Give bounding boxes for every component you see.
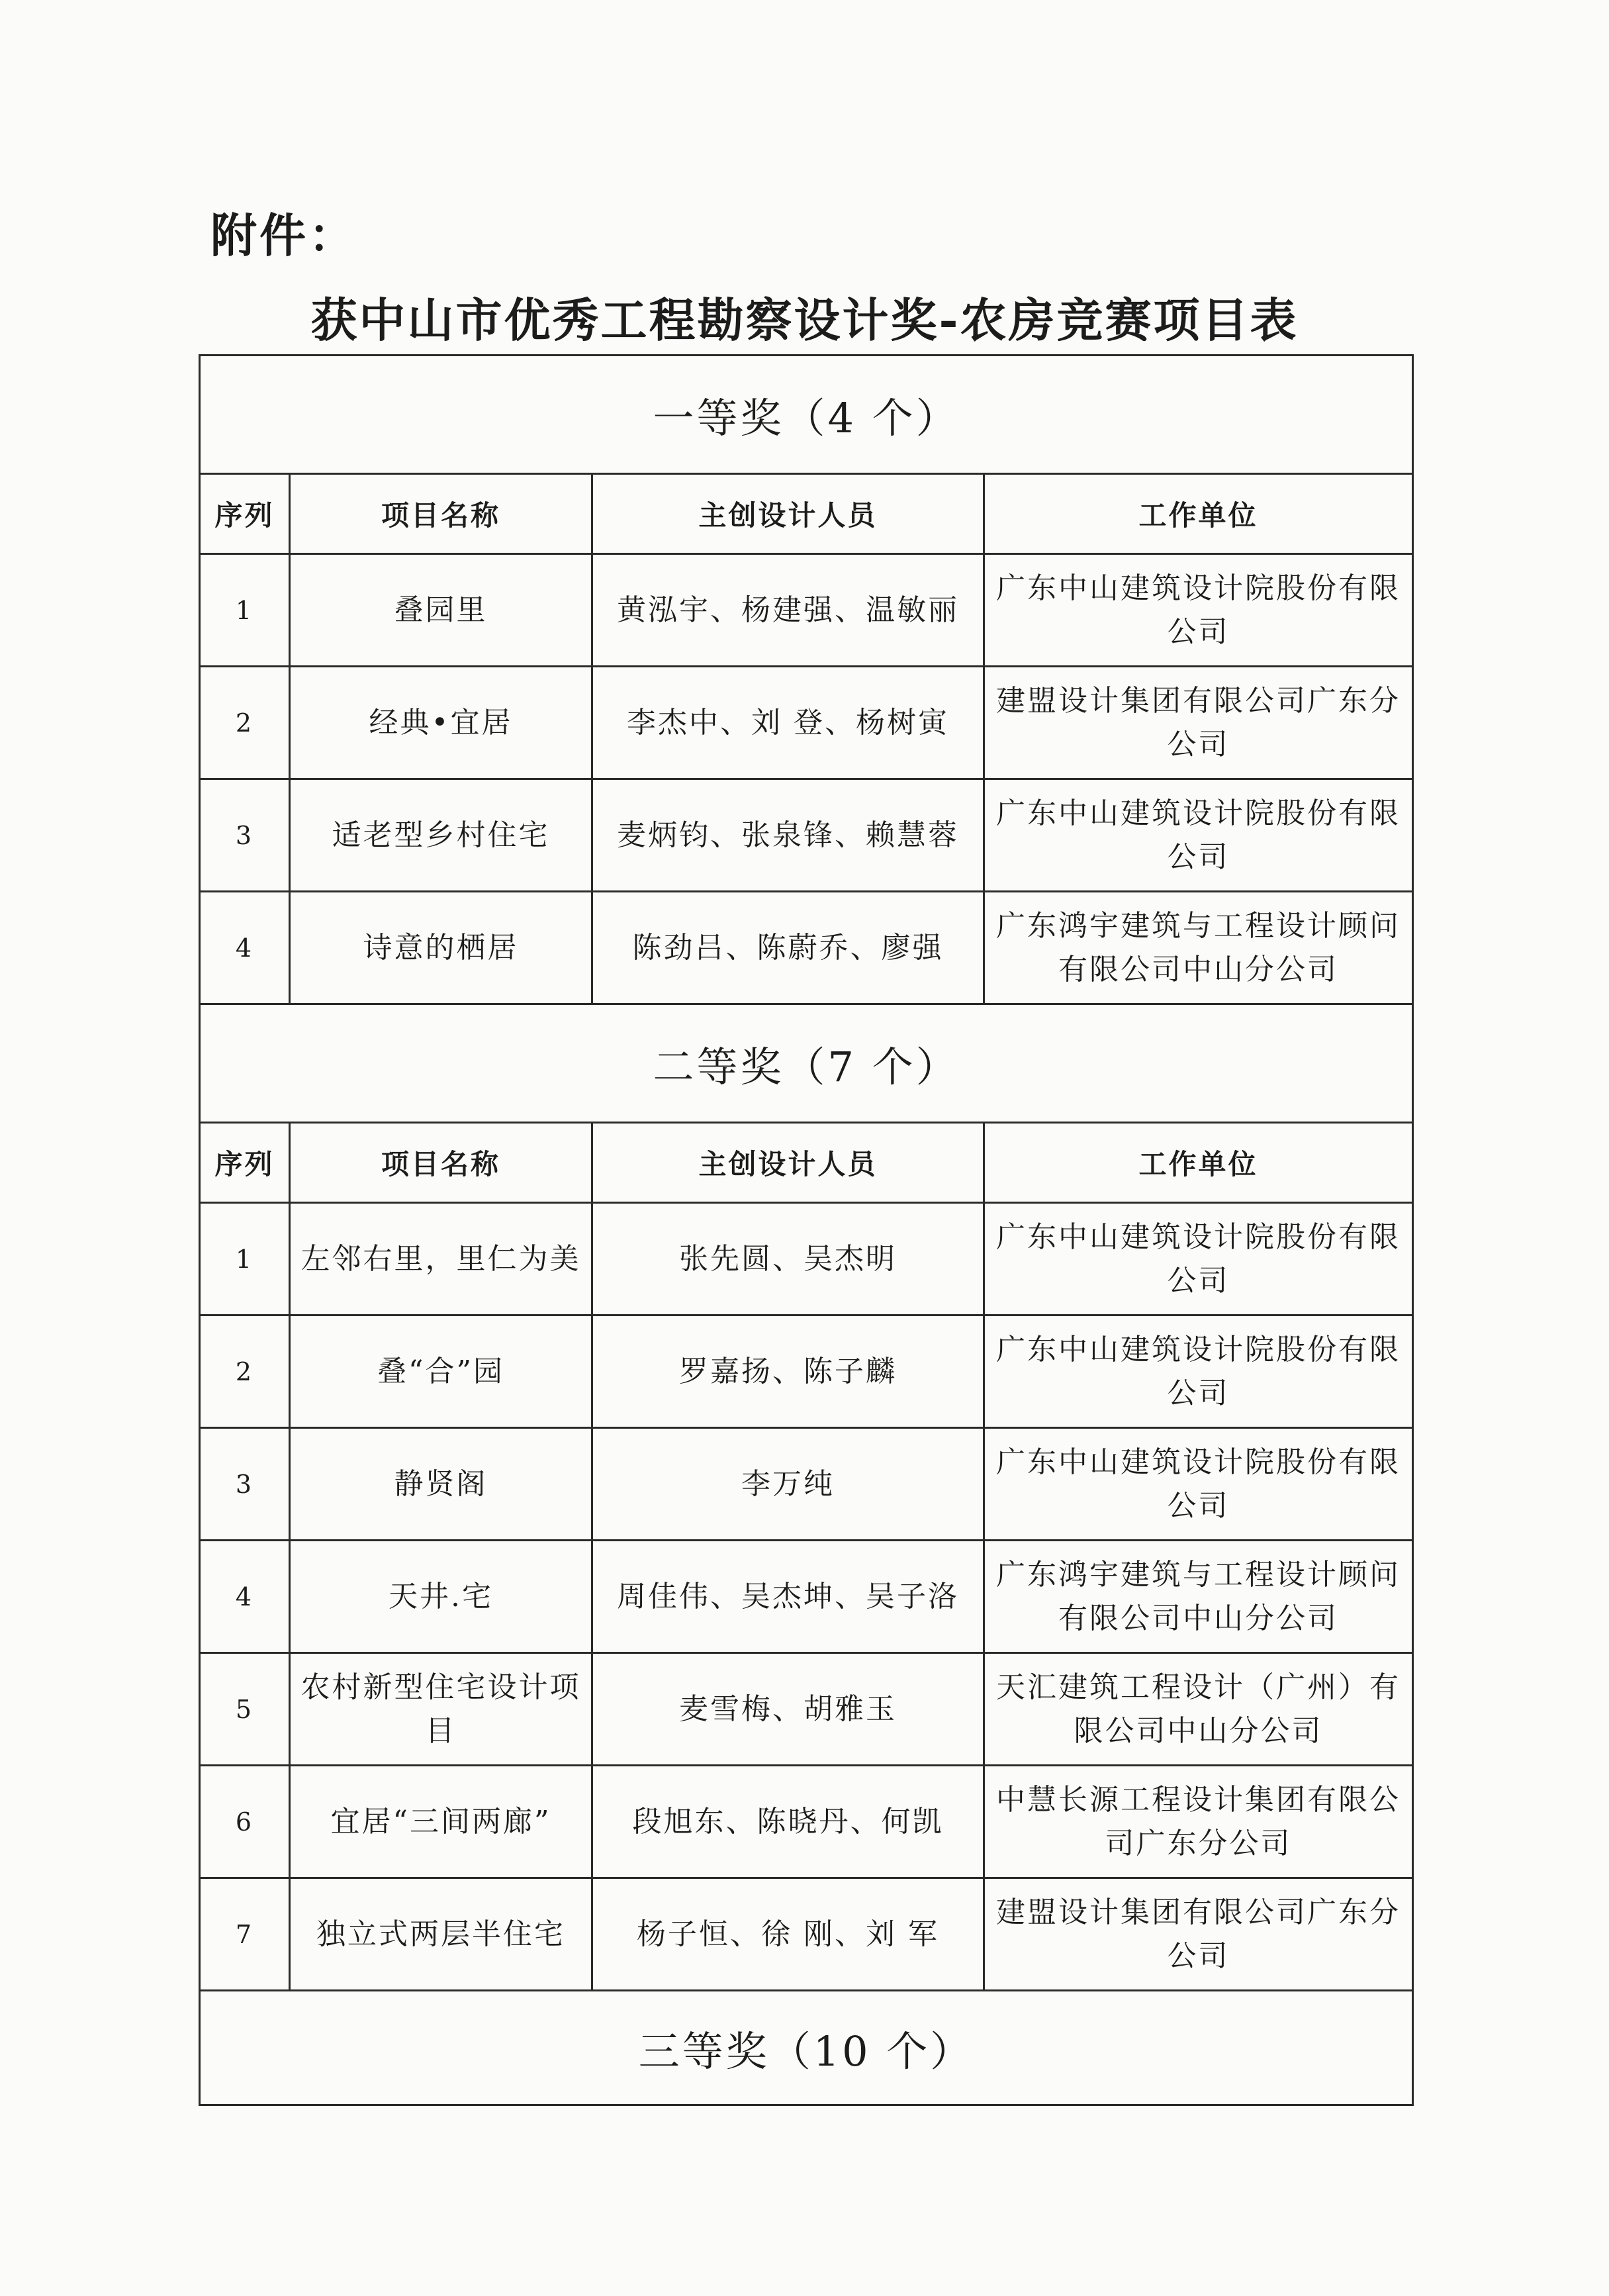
cell-index: 1	[200, 554, 290, 667]
cell-index: 6	[200, 1766, 290, 1878]
cell-unit: 天汇建筑工程设计（广州）有限公司中山分公司	[984, 1653, 1413, 1766]
section-row-second-prize	[200, 1004, 1413, 1123]
award-table	[199, 354, 1414, 2106]
cell-designers: 黄泓宇、杨建强、温敏丽	[592, 554, 984, 667]
cell-index: 7	[200, 1878, 290, 1991]
table-row	[200, 1428, 1413, 1541]
cell-index: 2	[200, 667, 290, 779]
table-row	[200, 1541, 1413, 1653]
cell-project: 诗意的栖居	[290, 892, 592, 1004]
cell-project: 农村新型住宅设计项目	[290, 1653, 592, 1766]
col-header-unit: 工作单位	[984, 1123, 1413, 1203]
col-header-index: 序列	[200, 474, 290, 554]
table-row	[200, 892, 1413, 1004]
cell-unit: 建盟设计集团有限公司广东分公司	[984, 1878, 1413, 1991]
cell-project: 宜居“三间两廊”	[290, 1766, 592, 1878]
cell-designers: 张先圆、吴杰明	[592, 1203, 984, 1315]
table-row	[200, 1203, 1413, 1315]
cell-index: 5	[200, 1653, 290, 1766]
cell-unit: 广东中山建筑设计院股份有限公司	[984, 1203, 1413, 1315]
cell-project: 经典•宜居	[290, 667, 592, 779]
cell-designers: 罗嘉扬、陈子麟	[592, 1315, 984, 1428]
cell-index: 2	[200, 1315, 290, 1428]
col-header-designers: 主创设计人员	[592, 474, 984, 554]
header-row	[200, 1123, 1413, 1203]
table-row	[200, 667, 1413, 779]
cell-index: 4	[200, 1541, 290, 1653]
table-row	[200, 1766, 1413, 1878]
header-row	[200, 474, 1413, 554]
section-title: 三等奖（10 个）	[200, 1991, 1413, 2105]
col-header-index: 序列	[200, 1123, 290, 1203]
cell-designers: 麦炳钧、张泉锋、赖慧蓉	[592, 779, 984, 892]
cell-designers: 李杰中、刘 登、杨树寅	[592, 667, 984, 779]
section-title: 一等奖（4 个）	[200, 356, 1413, 474]
table-row	[200, 1878, 1413, 1991]
cell-designers: 杨子恒、徐 刚、刘 军	[592, 1878, 984, 1991]
section-row-first-prize	[200, 356, 1413, 474]
cell-unit: 广东中山建筑设计院股份有限公司	[984, 1428, 1413, 1541]
col-header-unit: 工作单位	[984, 474, 1413, 554]
cell-project: 天井.宅	[290, 1541, 592, 1653]
cell-project: 独立式两层半住宅	[290, 1878, 592, 1991]
col-header-project: 项目名称	[290, 1123, 592, 1203]
table-row	[200, 1653, 1413, 1766]
cell-project: 叠园里	[290, 554, 592, 667]
cell-unit: 广东中山建筑设计院股份有限公司	[984, 1315, 1413, 1428]
cell-designers: 李万纯	[592, 1428, 984, 1541]
cell-unit: 建盟设计集团有限公司广东分公司	[984, 667, 1413, 779]
cell-designers: 麦雪梅、胡雅玉	[592, 1653, 984, 1766]
cell-index: 1	[200, 1203, 290, 1315]
col-header-project: 项目名称	[290, 474, 592, 554]
attachment-label: 附件：	[210, 208, 357, 263]
cell-unit: 广东中山建筑设计院股份有限公司	[984, 779, 1413, 892]
cell-unit: 中慧长源工程设计集团有限公司广东分公司	[984, 1766, 1413, 1878]
cell-project: 适老型乡村住宅	[290, 779, 592, 892]
cell-designers: 段旭东、陈晓丹、何凯	[592, 1766, 984, 1878]
cell-index: 3	[200, 1428, 290, 1541]
section-row-third-prize	[200, 1991, 1413, 2105]
cell-index: 4	[200, 892, 290, 1004]
cell-designers: 周佳伟、吴杰坤、吴子洛	[592, 1541, 984, 1653]
cell-project: 叠“合”园	[290, 1315, 592, 1428]
document-title: 获中山市优秀工程勘察设计奖-农房竞赛项目表	[310, 293, 1299, 348]
cell-designers: 陈劲吕、陈蔚乔、廖强	[592, 892, 984, 1004]
cell-unit: 广东鸿宇建筑与工程设计顾问有限公司中山分公司	[984, 892, 1413, 1004]
cell-index: 3	[200, 779, 290, 892]
cell-project: 左邻右里，里仁为美	[290, 1203, 592, 1315]
table-row	[200, 1315, 1413, 1428]
col-header-designers: 主创设计人员	[592, 1123, 984, 1203]
section-title: 二等奖（7 个）	[200, 1004, 1413, 1123]
table-row	[200, 554, 1413, 667]
cell-unit: 广东中山建筑设计院股份有限公司	[984, 554, 1413, 667]
table-row	[200, 779, 1413, 892]
cell-project: 静贤阁	[290, 1428, 592, 1541]
cell-unit: 广东鸿宇建筑与工程设计顾问有限公司中山分公司	[984, 1541, 1413, 1653]
